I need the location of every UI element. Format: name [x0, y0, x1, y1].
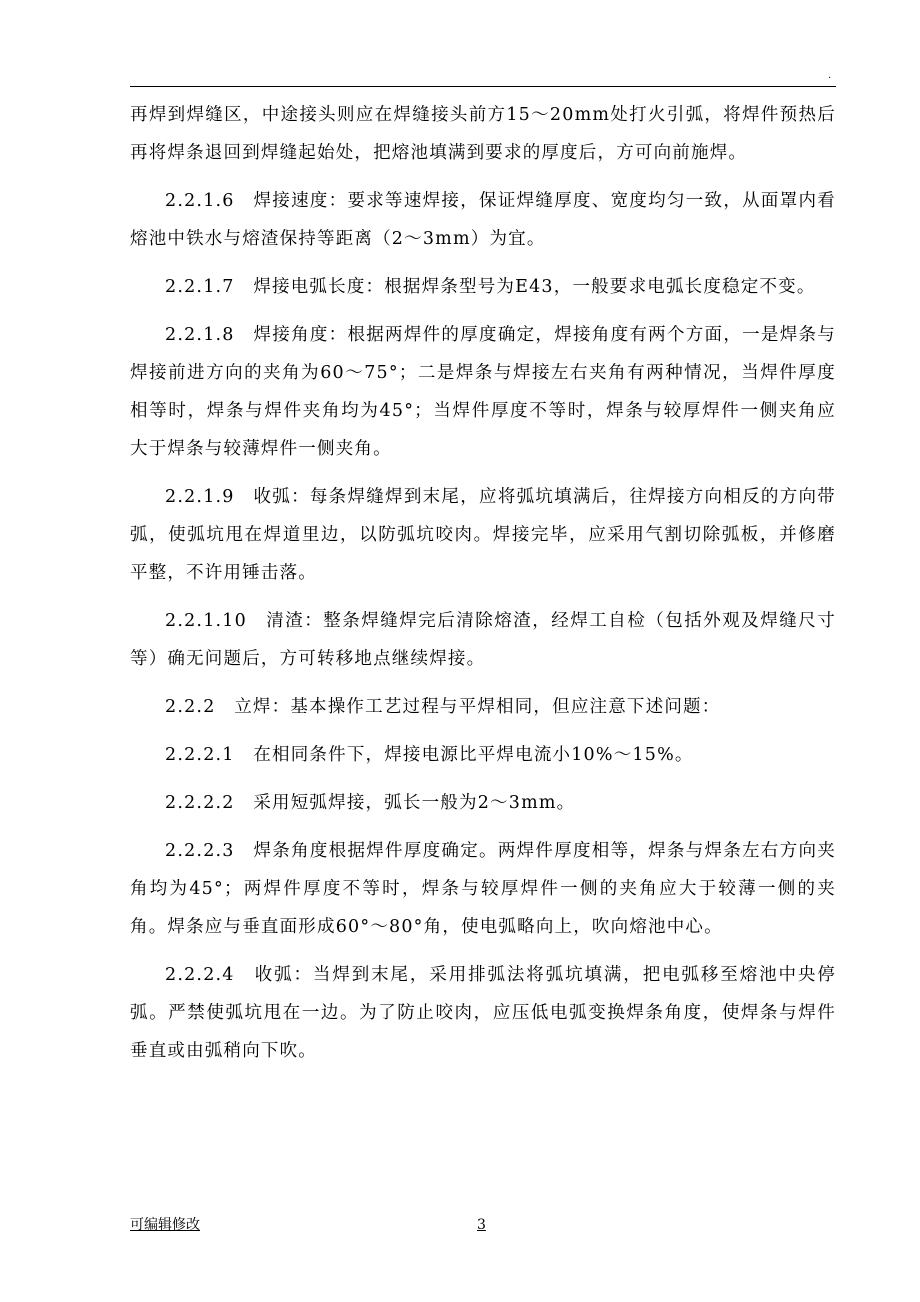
paragraph-2-2-2-2: 2.2.2.2 采用短弧焊接，弧长一般为2～3mm。: [165, 793, 576, 813]
paragraph-2-2-1-7: 2.2.1.7 焊接电弧长度：根据焊条型号为E43，一般要求电弧长度稳定不变。: [165, 277, 816, 297]
document-body: [130, 96, 836, 1080]
paragraph-2-2-1-9: 2.2.1.9 收弧：每条焊缝焊到末尾，应将弧坑填满后，往焊接方向相反的方向带弧，使弧坑甩在焊道里边，以防弧坑咬肉。焊接完毕，应采用气割切除弧板，并修磨平整，不许用锤击落。: [130, 487, 836, 583]
paragraph-2-2-1-6: 2.2.1.6 焊接速度：要求等速焊接，保证焊缝厚度、宽度均匀一致，从面罩内看熔池中铁水与熔渣保持等距离（2～3mm）为宜。: [130, 191, 836, 249]
paragraph-continuation: 再焊到焊缝区，中途接头则应在焊缝接头前方15～20mm处打火引弧，将焊件预热后再将焊条退回到焊缝起始处，把熔池填满到要求的厚度后，方可向前施焊。: [130, 105, 836, 163]
header-mark: .: [828, 70, 832, 81]
paragraph-2-2-1-8: 2.2.1.8 焊接角度：根据两焊件的厚度确定，焊接角度有两个方面，一是焊条与焊接前进方向的夹角为60～75°；二是焊条与焊接左右夹角有两种情况，当焊件厚度相等时，焊条与焊件夹角均为45°；当焊件厚度不等时，焊条与较厚焊件一侧夹角应大于焊条与较薄焊件一侧夹角。: [130, 325, 836, 459]
paragraph-2-2-2-3: 2.2.2.3 焊条角度根据焊件厚度确定。两焊件厚度相等，焊条与焊条左右方向夹角均为45°；两焊件厚度不等时，焊条与较厚焊件一侧的夹角应大于较薄一侧的夹角。焊条应与垂直面形成60°～80°角，使电弧略向上，吹向熔池中心。: [130, 841, 836, 937]
paragraph-2-2-2: 2.2.2 立焊：基本操作工艺过程与平焊相同，但应注意下述问题：: [165, 697, 721, 717]
paragraph-2-2-2-1: 2.2.2.1 在相同条件下，焊接电源比平焊电流小10%～15%。: [165, 745, 694, 765]
footer-editable-note: 可编辑修改: [130, 1217, 200, 1233]
header-rule: [130, 86, 836, 87]
paragraph-2-2-1-10: 2.2.1.10 清渣：整条焊缝焊完后清除熔渣，经焊工自检（包括外观及焊缝尺寸等）确无问题后，方可转移地点继续焊接。: [130, 611, 836, 669]
page-number: 3: [477, 1217, 486, 1233]
paragraph-2-2-2-4: 2.2.2.4 收弧：当焊到末尾，采用排弧法将弧坑填满，把电弧移至熔池中央停弧。严禁使弧坑甩在一边。为了防止咬肉，应压低电弧变换焊条角度，使焊条与焊件垂直或由弧稍向下吹。: [130, 965, 836, 1061]
